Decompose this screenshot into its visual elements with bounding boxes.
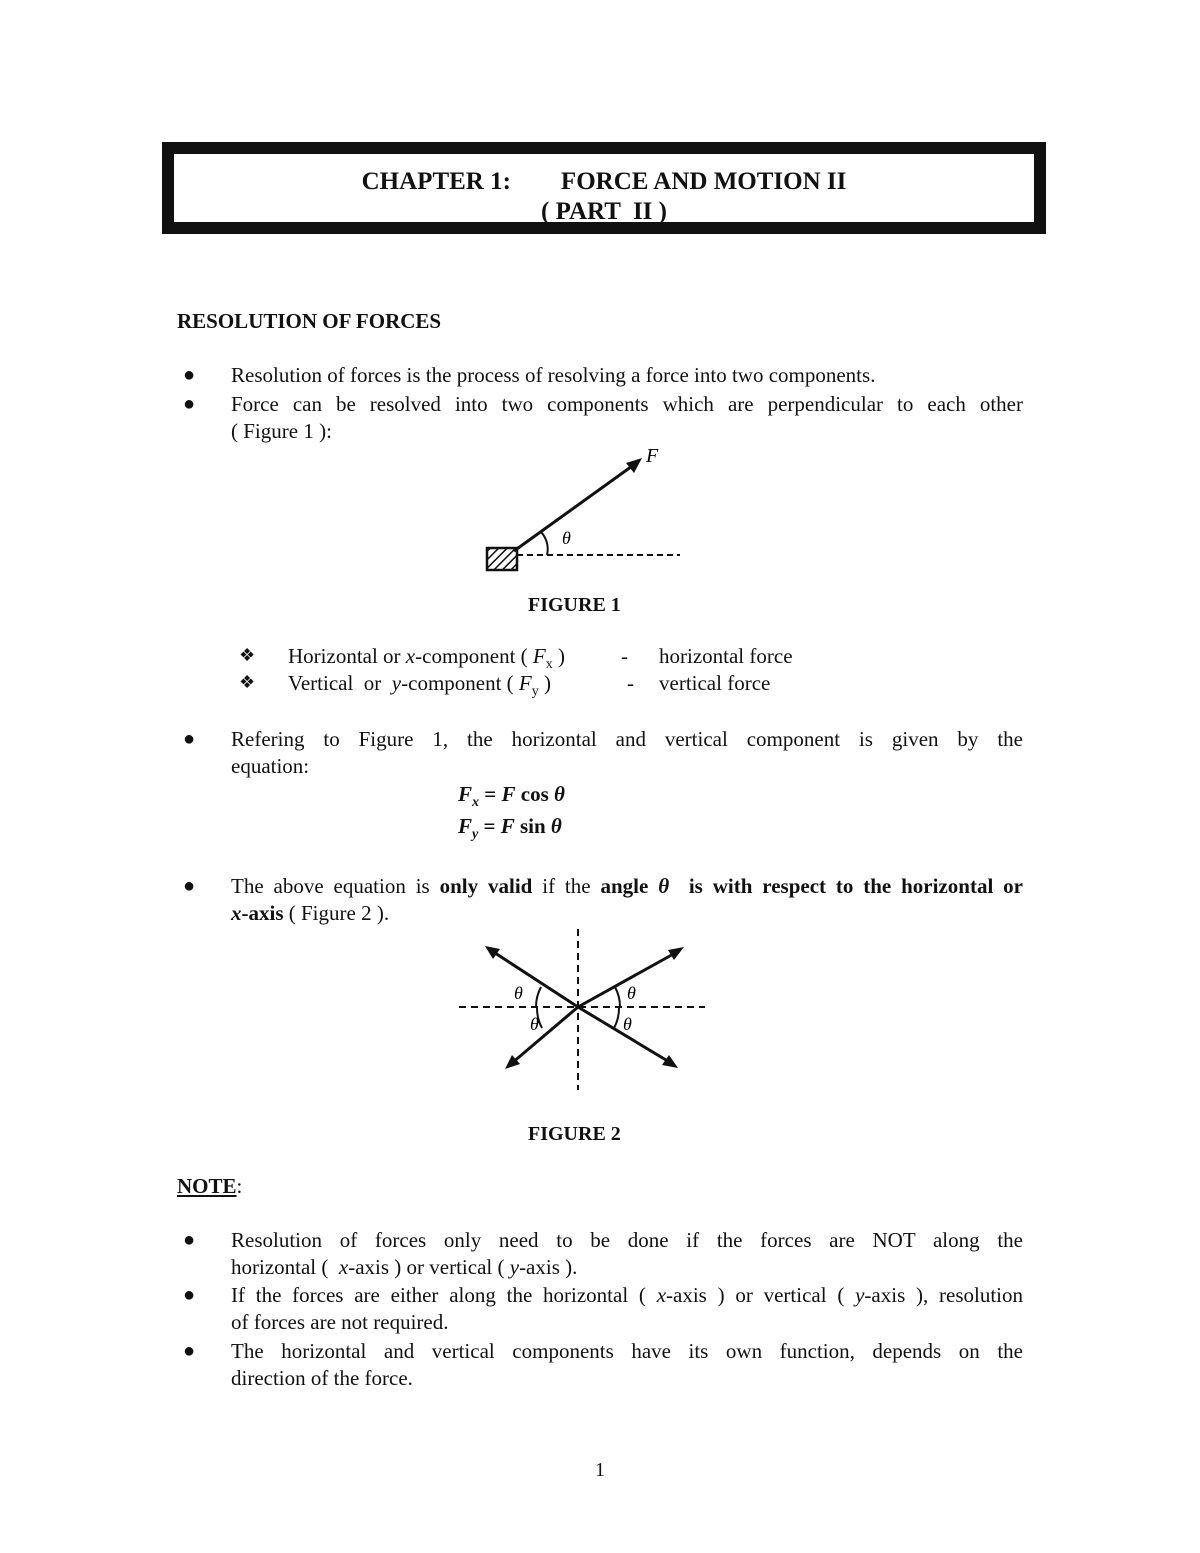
angle-label: θ xyxy=(514,983,523,1003)
bullet-text: Resolution of forces is the process of resolving a force into two components. xyxy=(231,363,876,387)
figure1-caption: FIGURE 1 xyxy=(528,594,621,616)
figure2-caption: FIGURE 2 xyxy=(528,1123,621,1145)
component-y-dash: - xyxy=(627,671,634,695)
bullet-icon: ● xyxy=(183,875,196,897)
note-text: The horizontal and vertical components have its own function, depends on the xyxy=(231,1339,1023,1363)
bullet-icon: ● xyxy=(183,1284,196,1306)
component-y-label: Vertical or y-component ( $F_y$ ) xyxy=(288,671,551,700)
chapter-subtitle: ( PART II ) xyxy=(541,198,667,225)
block-icon xyxy=(487,548,517,570)
note-text-continued: direction of the force. xyxy=(231,1366,413,1390)
angle-arc xyxy=(536,987,541,1007)
note-text: Resolution of forces only need to be done if the forces are NOT along the xyxy=(231,1228,1023,1252)
note-text: If the forces are either along the horizontal ( x-axis ) or vertical ( y-axis ), resolution xyxy=(231,1283,1023,1307)
bullet-icon: ● xyxy=(183,1229,196,1251)
bullet-text: Force can be resolved into two components which are perpendicular to each other xyxy=(231,392,1023,416)
refer-text-continued: equation: xyxy=(231,754,310,778)
note-text-continued: horizontal ( x-axis ) or vertical ( y-axis ). xyxy=(231,1255,578,1279)
angle-label: θ xyxy=(562,528,571,548)
angle-label: θ xyxy=(530,1014,539,1034)
validity-text-continued: x-axis ( Figure 2 ). xyxy=(231,901,390,925)
component-x-dash: - xyxy=(621,644,628,668)
note-text-continued: of forces are not required. xyxy=(231,1310,449,1334)
chapter-title-box xyxy=(162,142,1046,234)
vector-up-left xyxy=(492,951,578,1007)
validity-text: The above equation is only valid if the angle θ is with respect to the horizontal or xyxy=(231,874,1023,898)
vector-down-left xyxy=(512,1007,578,1063)
arrowhead-icon xyxy=(662,1055,678,1068)
component-x-desc: horizontal force xyxy=(659,644,793,668)
section-heading: RESOLUTION OF FORCES xyxy=(177,309,442,333)
force-vector xyxy=(514,464,635,551)
figure1-diagram xyxy=(470,440,700,580)
figure2-diagram xyxy=(455,925,710,1095)
angle-arc xyxy=(615,987,620,1007)
bullet-text-continued: ( Figure 1 ): xyxy=(231,419,332,443)
bullet-icon: ● xyxy=(183,728,196,750)
angle-arc xyxy=(540,531,548,555)
equation-fy: $F_y = F$ sin θ xyxy=(458,814,562,843)
force-label: F xyxy=(646,445,659,467)
component-y-desc: vertical force xyxy=(659,671,771,695)
refer-text: Refering to Figure 1, the horizontal and vertical component is given by the xyxy=(231,727,1023,751)
bullet-icon: ● xyxy=(183,364,196,386)
angle-arc xyxy=(614,1007,619,1028)
arrowhead-icon xyxy=(626,458,642,473)
angle-label: θ xyxy=(623,1014,632,1034)
chapter-title: CHAPTER 1: FORCE AND MOTION II xyxy=(361,168,847,195)
bullet-icon: ● xyxy=(183,393,196,415)
equation-fx: $F_x = F$ cos θ xyxy=(458,782,565,811)
bullet-icon: ● xyxy=(183,1340,196,1362)
diamond-bullet-icon: ❖ xyxy=(239,672,256,692)
diamond-bullet-icon: ❖ xyxy=(239,645,256,665)
page-number: 1 xyxy=(595,1459,605,1481)
note-heading: NOTE: xyxy=(177,1174,243,1198)
angle-label: θ xyxy=(627,983,636,1003)
arrowhead-icon xyxy=(668,947,684,960)
arrowhead-icon xyxy=(485,946,500,959)
component-x-label: Horizontal or x-component ( $F_x$ ) xyxy=(288,644,565,673)
